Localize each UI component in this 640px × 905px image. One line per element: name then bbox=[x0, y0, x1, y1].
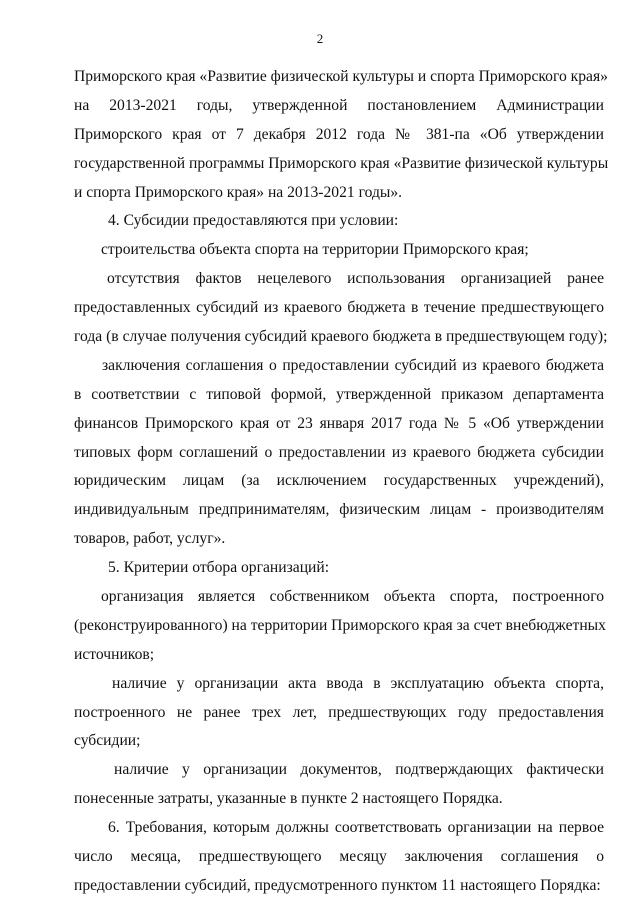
text-line: субсидии; bbox=[74, 732, 141, 750]
text-line: организация является собственником объекта спорта, построенного bbox=[101, 588, 604, 606]
section-heading: 4. Субсидии предоставляются при условии: bbox=[108, 212, 399, 230]
section-heading: 6. Требования, которым должны соответствовать организации на первое bbox=[108, 819, 604, 837]
text-line: в соответствии с типовой формой, утвержденной приказом департамента bbox=[74, 385, 604, 403]
text-line: предоставлении субсидий, предусмотренного пунктом 11 настоящего Порядка: bbox=[74, 876, 601, 894]
text-line: на 2013-2021 годы, утвержденной постановлением Администрации bbox=[74, 96, 604, 114]
text-line: заключения соглашения о предоставлении субсидий из краевого бюджета bbox=[102, 356, 604, 374]
text-line: строительства объекта спорта на территории Приморского края; bbox=[101, 241, 529, 259]
page-number: 2 bbox=[316, 31, 324, 46]
text-line: построенного не ранее трех лет, предшествующих году предоставления bbox=[74, 703, 604, 721]
text-line: индивидуальным предпринимателям, физическим лицам - производителям bbox=[74, 501, 604, 519]
text-line: Приморского края от 7 декабря 2012 года № 381-па «Об утверждении bbox=[74, 125, 604, 143]
text-line: понесенные затраты, указанные в пункте 2 настоящего Порядка. bbox=[74, 790, 503, 808]
text-line: года (в случае получения субсидий краевого бюджета в предшествующем году); bbox=[74, 328, 608, 346]
text-line: типовых форм соглашений о предоставлении из краевого бюджета субсидии bbox=[74, 443, 604, 461]
text-line: Приморского края «Развитие физической культуры и спорта Приморского края» bbox=[74, 68, 608, 85]
text-line: наличие у организации документов, подтверждающих фактически bbox=[114, 761, 604, 779]
text-line: юридическим лицам (за исключением государственных учреждений), bbox=[74, 472, 604, 490]
text-line: источников; bbox=[74, 645, 155, 663]
section-heading: 5. Критерии отбора организаций: bbox=[108, 559, 330, 577]
text-line: финансов Приморского края от 23 января 2017 года № 5 «Об утверждении bbox=[74, 414, 604, 432]
text-line: число месяца, предшествующего месяцу заключения соглашения о bbox=[74, 848, 604, 866]
text-line: и спорта Приморского края» на 2013-2021 годы». bbox=[74, 183, 403, 201]
text-line: отсутствия фактов нецелевого использования организацией ранее bbox=[107, 270, 604, 288]
text-line: государственной программы Приморского края «Развитие физической культуры bbox=[74, 154, 609, 172]
text-line: товаров, работ, услуг». bbox=[74, 530, 226, 548]
text-line: наличие у организации акта ввода в эксплуатацию объекта спорта, bbox=[112, 674, 604, 692]
text-line: (реконструированного) на территории Приморского края за счет внебюджетных bbox=[74, 616, 606, 634]
document-body bbox=[74, 63, 609, 901]
text-line: предоставленных субсидий из краевого бюджета в течение предшествующего bbox=[74, 299, 604, 317]
